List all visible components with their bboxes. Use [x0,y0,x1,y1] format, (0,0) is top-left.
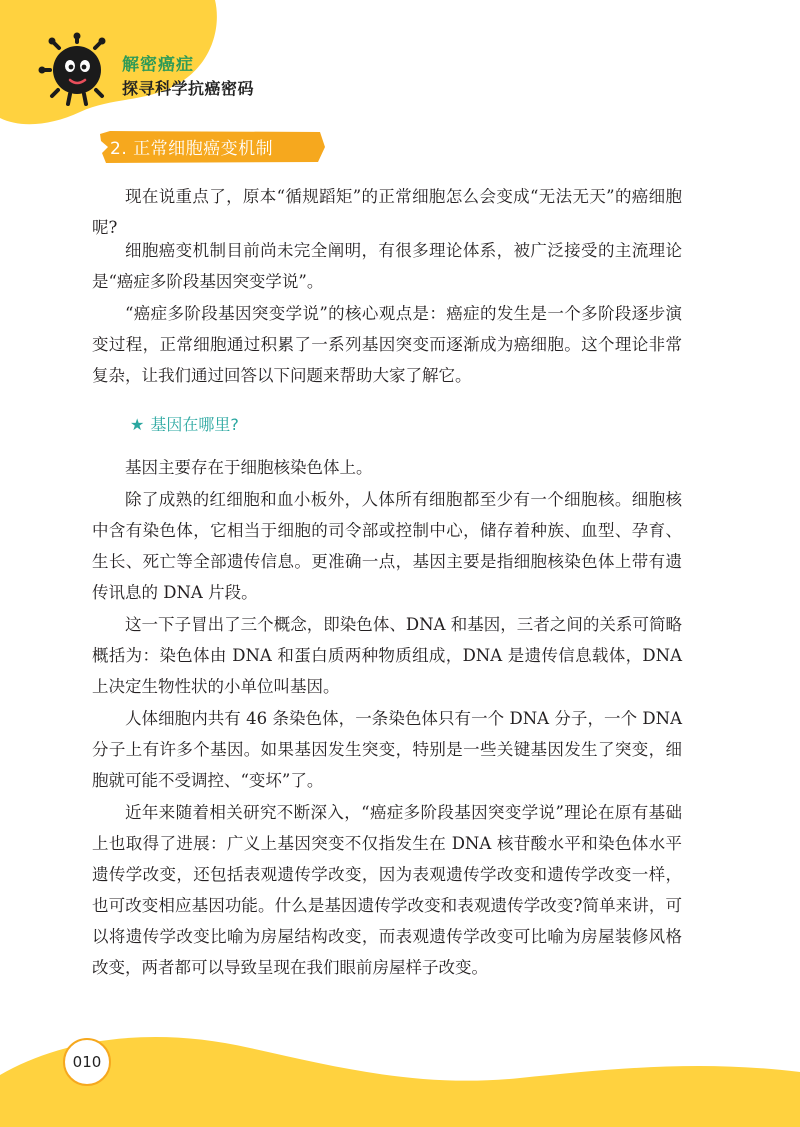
star-icon: ★ [130,415,145,434]
paragraph-6: 这一下子冒出了三个概念，即染色体、DNA 和基因，三者之间的关系可简略概括为：染色体由 DNA 和蛋白质两种物质组成，DNA 是遗传信息载体，DNA 上决定生物性状的小单位叫基因。 [92,615,682,696]
paragraph-4: 基因主要存在于细胞核染色体上。 [125,458,373,477]
paragraph-7: 人体细胞内共有 46 条染色体，一条染色体只有一个 DNA 分子，一个 DNA 分子上有许多个基因。如果基因发生突变，特别是一些关键基因发生了突变，细胞就可能不受调控、“变坏”了。 [92,709,682,790]
paragraph-3: “癌症多阶段基因突变学说”的核心观点是：癌症的发生是一个多阶段逐步演变过程，正常细胞通过积累了一系列基因突变而逐渐成为癌细胞。这个理论非常复杂，让我们通过回答以下问题来帮助大家了解它。 [92,304,682,385]
subheading-text: 基因在哪里? [150,415,239,434]
paragraph-8: 近年来随着相关研究不断深入，“癌症多阶段基因突变学说”理论在原有基础上也取得了进展：广义上基因突变不仅指发生在 DNA 核苷酸水平和染色体水平遗传学改变，还包括表观遗传学改变，因为表观遗传学改变和遗传学改变一样，也可改变相应基因功能。什么是基因遗传学改变和表观遗传学改变?简单来讲，可以将遗传学改变比喻为房屋结构改变，而表观遗传学改变可比喻为房屋装修风格改变，两者都可以导致呈现在我们眼前房屋样子改变。 [92,803,682,977]
book-subtitle: 探寻科学抗癌密码 [122,79,255,98]
paragraph-2: 细胞癌变机制目前尚未完全阐明，有很多理论体系，被广泛接受的主流理论是“癌症多阶段基因突变学说”。 [92,241,682,291]
paragraph-1: 现在说重点了，原本“循规蹈矩”的正常细胞怎么会变成“无法无天”的癌细胞呢? [92,187,682,237]
page-number: 010 [63,1038,111,1086]
paragraph-5: 除了成熟的红细胞和血小板外，人体所有细胞都至少有一个细胞核。细胞核中含有染色体，它相当于细胞的司令部或控制中心，储存着种族、血型、孕育、生长、死亡等全部遗传信息。更准确一点，基因主要是指细胞核染色体上带有遗传讯息的 DNA 片段。 [92,490,682,602]
section-heading: 2. 正常细胞癌变机制 [110,139,274,159]
book-title: 解密癌症 [122,55,194,75]
header-decoration [0,0,800,130]
footer-wave [0,1000,800,1127]
subheading [130,412,239,435]
